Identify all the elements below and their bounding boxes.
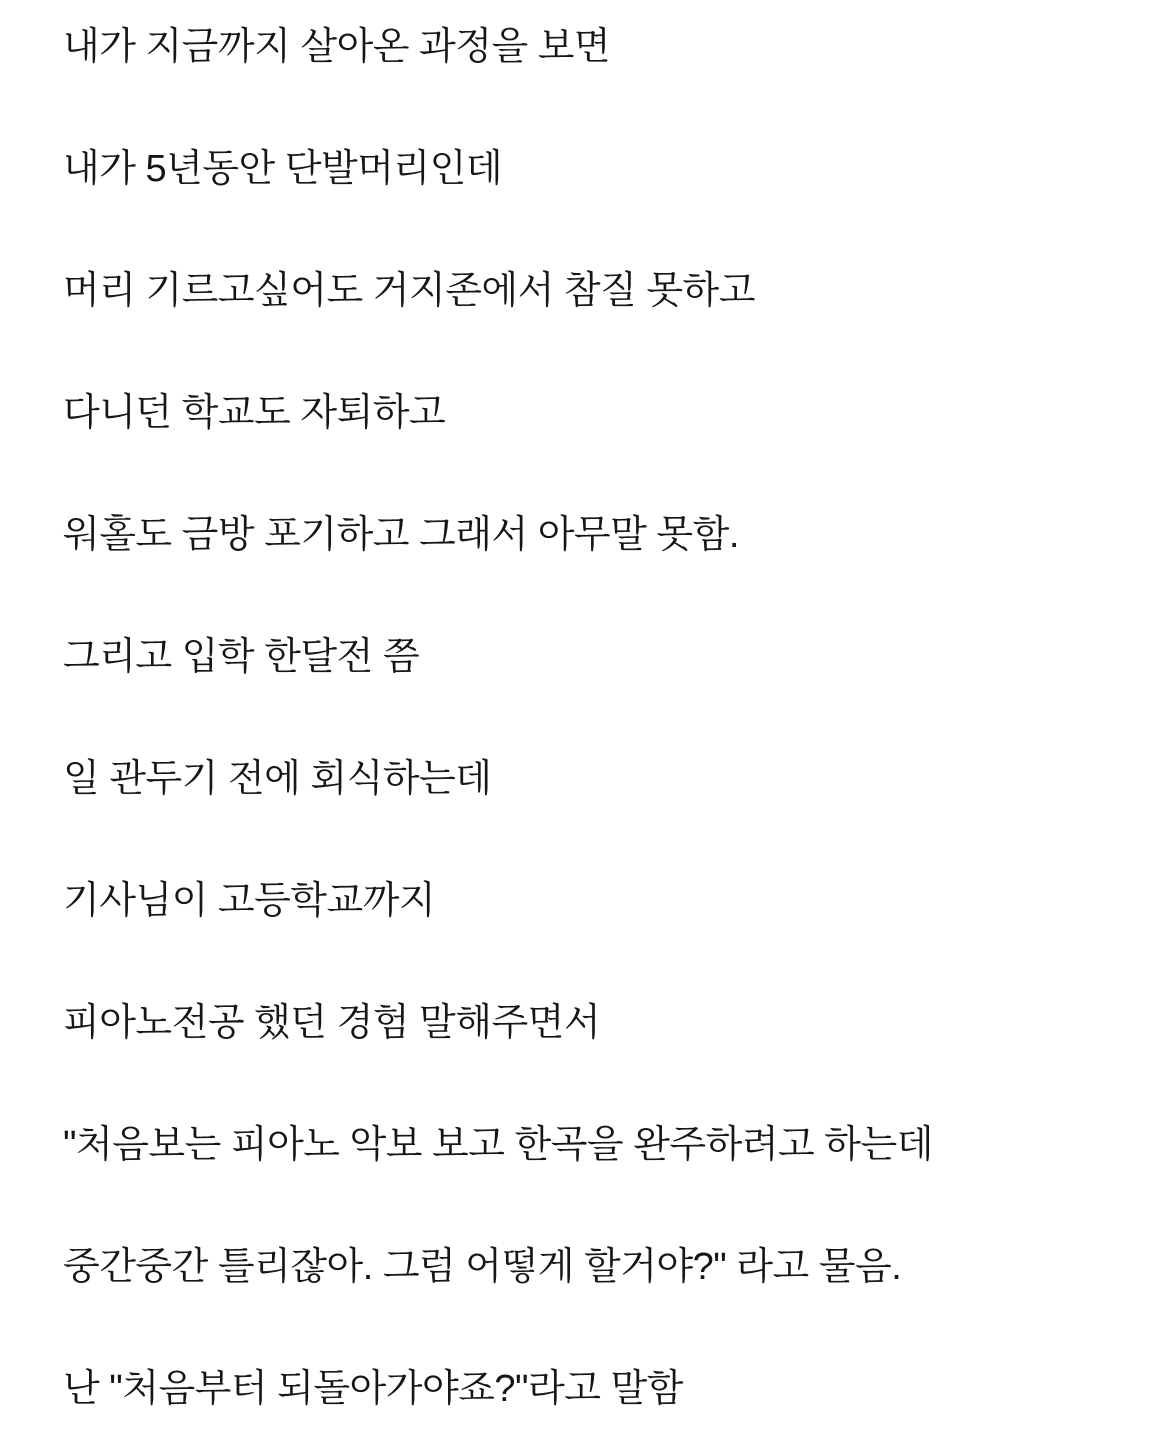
text-line-7: 일 관두기 전에 회식하는데 [63, 758, 492, 800]
text-line-9: 피아노전공 했던 경험 말해주면서 [63, 1002, 601, 1044]
text-line-2: 내가 5년동안 단발머리인데 [63, 148, 503, 190]
text-line-6: 그리고 입학 한달전 쯤 [63, 636, 420, 678]
text-line-3: 머리 기르고싶어도 거지존에서 참질 못하고 [63, 270, 755, 312]
text-line-8: 기사님이 고등학교까지 [63, 880, 436, 922]
text-line-12: 난 "처음부터 되돌아가야죠?"라고 말함 [63, 1368, 683, 1410]
text-line-11: 중간중간 틀리잖아. 그럼 어떻게 할거야?" 라고 물음. [63, 1246, 902, 1288]
text-line-5: 워홀도 금방 포기하고 그래서 아무말 못함. [63, 514, 739, 556]
text-line-1: 내가 지금까지 살아온 과정을 보면 [63, 26, 611, 68]
text-line-4: 다니던 학교도 자퇴하고 [63, 392, 446, 434]
text-line-10: "처음보는 피아노 악보 보고 한곡을 완주하려고 하는데 [63, 1124, 933, 1166]
